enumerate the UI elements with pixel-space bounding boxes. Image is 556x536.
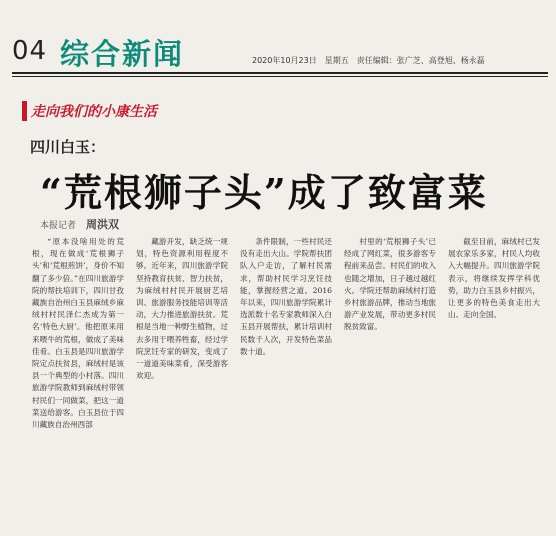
kicker: 四川白玉： <box>30 138 106 156</box>
byline <box>40 216 119 232</box>
header-rule <box>12 72 548 74</box>
text-column: “原本没啥用处的荒根，现在做成‘荒根狮子头’和‘荒根煎饼’，身价不知翻了多少倍。”在四川旅游学院的帮扶培训下，四川甘孜藏族自治州白玉县麻绒乡麻绒村村民泽仁杰成为第一名‘特色大厨’。他把原来用来喂牛的荒根，做成了美味佳肴。白玉县是四川旅游学院定点扶贫县，麻绒村是该县一个典型的小村落。四川旅游学院教师到麻绒村带领村民们一同做菜，把这一道菜送给游客。白玉县位于四川藏族自治州西部 <box>32 237 124 430</box>
byline-label: 本报记者 <box>40 221 77 231</box>
page-number: 04 <box>12 36 48 66</box>
headline: “荒根狮子头”成了致富菜 <box>40 170 488 215</box>
text-column: 条件限制，一些村民还没有走出大山。学院帮扶团队入户走访，了解村民需求，帮助村民学习烹饪技能，掌握经营之道。2016年以来，四川旅游学院累计选派数十名专家教师深入白玉县开展帮扶，累计培训村民数千人次，开发特色菜品数十道。 <box>240 237 332 356</box>
column-label: 走向我们的小康生活 <box>31 104 157 120</box>
date-editor-line: 2020年10月23日 星期五 责任编辑：张广芝、高登旭、杨永磊 <box>252 56 485 65</box>
section-title: 综合新闻 <box>60 37 185 71</box>
page-header <box>12 30 544 70</box>
column-tag <box>22 98 157 124</box>
byline-name: 周洪双 <box>86 218 120 231</box>
text-column: 截至目前，麻绒村已发展农家乐多家，村民人均收入大幅提升。四川旅游学院表示，将继续发挥学科优势，助力白玉县乡村振兴，让更多的特色美食走出大山、走向全国。 <box>448 237 540 320</box>
header-rule-thin <box>12 76 548 77</box>
tag-bar-icon <box>22 101 27 121</box>
article-body <box>32 236 548 536</box>
text-column: 村里的‘荒根狮子头’已经成了网红菜，很多游客专程前来品尝。村民们的收入也随之增加，日子越过越红火。学院还帮助麻绒村打造乡村旅游品牌，推动当地旅游产业发展，带动更多村民脱贫致富。 <box>344 237 436 332</box>
text-column: 藏游开发，缺乏统一规划，特色资源利用程度不够。近年来，四川旅游学院坚持教育扶贫、智力扶贫，为麻绒村村民开展厨艺培训、旅游服务技能培训等活动，大力推进旅游扶贫。荒根是当地一种野生植物，过去多用于喂养牲畜，经过学院烹饪专家的研发，变成了一道道美味菜肴，深受游客欢迎。 <box>136 237 228 381</box>
